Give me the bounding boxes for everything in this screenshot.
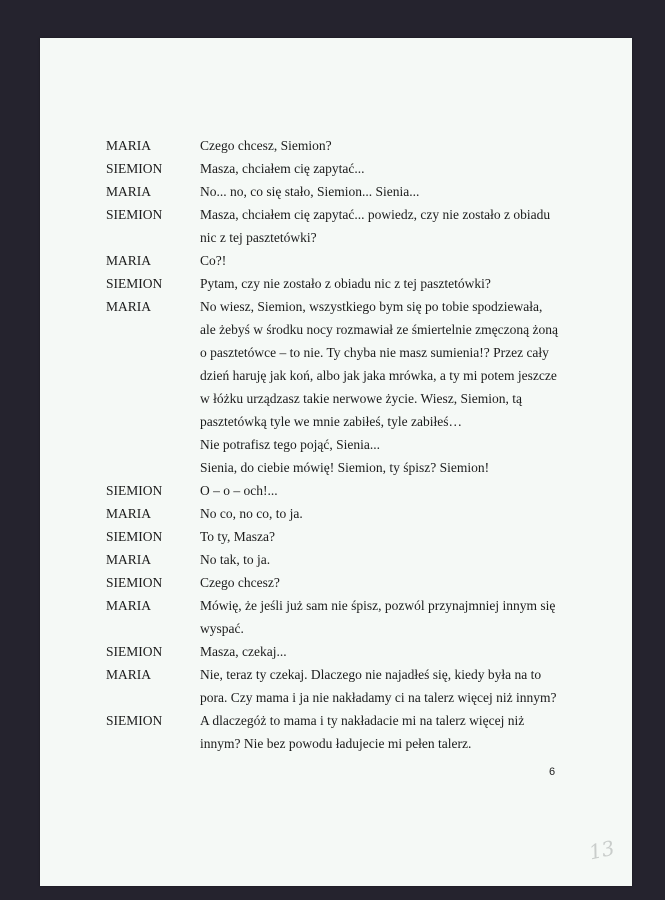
dialogue-row — [106, 709, 606, 755]
dialogue-row — [106, 157, 606, 180]
speaker-name: MARIA — [106, 667, 152, 682]
dialogue-text — [200, 548, 606, 571]
speaker-name: SIEMION — [106, 276, 163, 291]
dialogue-text — [200, 134, 606, 157]
dialogue-row — [106, 502, 606, 525]
dialogue-row — [106, 525, 606, 548]
dialogue-line: Pytam, czy nie zostało z obiadu nic z tej pasztetówki? — [200, 276, 491, 291]
dialogue-text — [200, 502, 606, 525]
dialogue-line: pora. Czy mama i ja nie nakładamy ci na talerz więcej niż innym? — [200, 690, 557, 705]
dialogue-text — [200, 594, 606, 640]
page-number: 6 — [549, 766, 556, 778]
speaker-name: MARIA — [106, 299, 152, 314]
dialogue-row — [106, 571, 606, 594]
dialogue-line: Nie, teraz ty czekaj. Dlaczego nie najadłeś się, kiedy była na to — [200, 667, 542, 682]
document-page — [40, 38, 632, 886]
dialogue-line: To ty, Masza? — [200, 529, 276, 544]
dialogue-line: Mówię, że jeśli już sam nie śpisz, pozwól przynajmniej innym się — [200, 598, 556, 613]
dialogue-row — [106, 180, 606, 203]
archive-pencil-mark: 13 — [586, 835, 617, 865]
dialogue-line: dzień haruję jak koń, albo jak jaka mrówka, a ty mi potem jeszcze — [200, 368, 557, 383]
dialogue-line: Masza, chciałem cię zapytać... — [200, 161, 365, 176]
speaker-name: SIEMION — [106, 161, 163, 176]
speaker-name: MARIA — [106, 253, 152, 268]
dialogue-row — [106, 134, 606, 157]
dialogue-text — [200, 203, 606, 249]
dialogue-row — [106, 203, 606, 249]
dialogue-line: innym? Nie bez powodu ładujecie mi pełen talerz. — [200, 736, 472, 751]
dialogue-line: No... no, co się stało, Siemion... Sienia... — [200, 184, 420, 199]
dialogue-line: ale żebyś w środku nocy rozmawiał ze śmiertelnie zmęczoną żoną — [200, 322, 558, 337]
script-text — [106, 134, 606, 755]
dialogue-text — [200, 157, 606, 180]
dialogue-line: Czego chcesz? — [200, 575, 280, 590]
dialogue-line: Masza, czekaj... — [200, 644, 287, 659]
speaker-name: MARIA — [106, 184, 152, 199]
dialogue-row — [106, 479, 606, 502]
dialogue-line: O – o – och!... — [200, 483, 278, 498]
speaker-name: SIEMION — [106, 575, 163, 590]
dialogue-line: Nie potrafisz tego pojąć, Sienia... — [200, 437, 380, 452]
dialogue-text — [200, 249, 606, 272]
dialogue-line: nic z tej pasztetówki? — [200, 230, 317, 245]
dialogue-line: o pasztetówce – to nie. Ty chyba nie masz sumienia!? Przez cały — [200, 345, 549, 360]
dialogue-text — [200, 180, 606, 203]
dialogue-line: w łóżku urządzasz takie nerwowe życie. Wiesz, Siemion, tą — [200, 391, 522, 406]
dialogue-line: No tak, to ja. — [200, 552, 271, 567]
dialogue-line: Czego chcesz, Siemion? — [200, 138, 332, 153]
dialogue-row — [106, 663, 606, 709]
speaker-name: SIEMION — [106, 207, 163, 222]
speaker-name: SIEMION — [106, 529, 163, 544]
dialogue-row — [106, 249, 606, 272]
dialogue-text — [200, 571, 606, 594]
dialogue-text — [200, 295, 606, 479]
speaker-name: MARIA — [106, 552, 152, 567]
dialogue-text — [200, 640, 606, 663]
dialogue-text — [200, 272, 606, 295]
dialogue-line: No wiesz, Siemion, wszystkiego bym się po tobie spodziewała, — [200, 299, 543, 314]
speaker-name: SIEMION — [106, 644, 163, 659]
dialogue-line: Masza, chciałem cię zapytać... powiedz, czy nie zostało z obiadu — [200, 207, 551, 222]
dialogue-text — [200, 479, 606, 502]
dialogue-line: Co?! — [200, 253, 227, 268]
dialogue-line: No co, no co, to ja. — [200, 506, 303, 521]
speaker-name: SIEMION — [106, 483, 163, 498]
dialogue-line: Sienia, do ciebie mówię! Siemion, ty śpisz? Siemion! — [200, 460, 490, 475]
dialogue-row — [106, 272, 606, 295]
speaker-name: MARIA — [106, 598, 152, 613]
speaker-name: MARIA — [106, 138, 152, 153]
dialogue-row — [106, 594, 606, 640]
dialogue-line: pasztetówką tyle we mnie zabiłeś, tyle zabiłeś… — [200, 414, 463, 429]
dialogue-text — [200, 525, 606, 548]
speaker-name: MARIA — [106, 506, 152, 521]
dialogue-line: A dlaczegóż to mama i ty nakładacie mi na talerz więcej niż — [200, 713, 525, 728]
dialogue-text — [200, 709, 606, 755]
dialogue-row — [106, 640, 606, 663]
speaker-name: SIEMION — [106, 713, 163, 728]
dialogue-text — [200, 663, 606, 709]
dialogue-row — [106, 295, 606, 479]
dialogue-row — [106, 548, 606, 571]
dialogue-line: wyspać. — [200, 621, 244, 636]
